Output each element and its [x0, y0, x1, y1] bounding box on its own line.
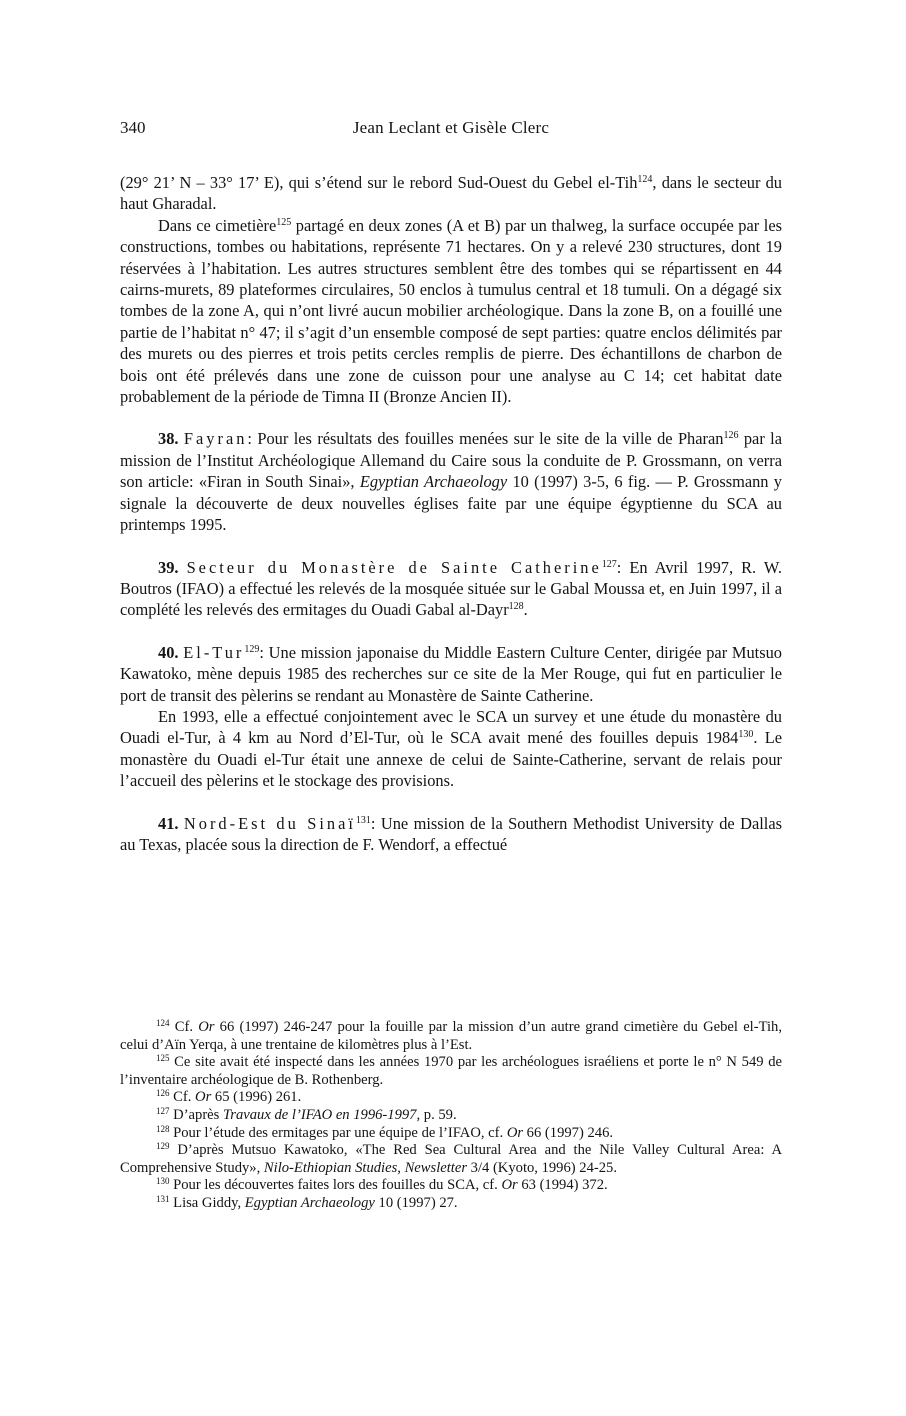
footnote-127: $^{127}$ D’après Travaux de l’IFAO en 1996-1997, p. 59.: [156, 1105, 457, 1123]
footnote-ref: 130: [738, 729, 754, 741]
footnote-129: $^{129}$ D’après Mutsuo Kawatoko, «The Red Sea Cultural Area and the Nile Valley Cultural Area: A Comprehensive Study», Nilo-Ethiopian Studies, Newsletter 3/4 (Kyoto, 1996) 24-25.: [120, 1141, 782, 1176]
footnote-ref: 124: [637, 174, 653, 185]
footnote-130: $^{130}$ Pour les découvertes faites lors des fouilles du SCA, cf. Or 63 (1994) 372.: [156, 1176, 608, 1194]
section-number: 38.: [158, 429, 179, 449]
footnote-128: $^{128}$ Pour l’étude des ermitages par une équipe de l’IFAO, cf. Or 66 (1997) 246.: [156, 1123, 614, 1141]
section-38: 38. Fayran: Pour les résultats des fouilles menées sur le site de la ville de Pharan$^{126}$ par la mission de l’Institut Archéologique Allemand du Caire sous la conduite de P. Grossmann, on verra son article: «Firan in South Sinai», Egyptian Archaeology 10 (1997) 3-5, 6 fig. — P. Grossmann y signale la découverte de deux nouvelles églises faite par une équipe égyptienne du SCA au printemps 1995.: [120, 429, 782, 535]
footnote-131: $^{131}$ Lisa Giddy, Egyptian Archaeology 10 (1997) 27.: [156, 1193, 458, 1211]
footnotes: [120, 1019, 782, 1213]
main-text: [120, 172, 782, 855]
section-40: 40. El-Tur$^{129}$: Une mission japonaise du Middle Eastern Culture Center, dirigée par Mutsuo Kawatoko, mène depuis 1985 des recherches sur ce site de la Mer Rouge, qui fut en particulier le port de transit des pèlerins se rendant au Monastère de Sainte Catherine.: [120, 642, 782, 705]
footnote-ref: 131: [355, 814, 371, 826]
footnote-ref: 128: [508, 601, 524, 613]
footnote-ref: 127: [601, 558, 617, 570]
section-number: 39.: [158, 557, 179, 577]
footnote-124: $^{124}$ Cf. Or 66 (1997) 246-247 pour la fouille par la mission d’un autre grand cimetière du Gebel el-Tih, celui d’Aïn Yerqa, à une trentaine de kilomètres plus à l’Est.: [120, 1018, 782, 1053]
section-number: 41.: [158, 813, 179, 833]
section-41: 41. Nord-Est du Sinaï$^{131}$: Une mission de la Southern Methodist University de Dallas au Texas, placée sous la direction de F. Wendorf, a effectué: [120, 813, 782, 854]
section-title: Nord-Est du Sinaï: [183, 813, 356, 833]
paragraph-el-tur: En 1993, elle a effectué conjointement avec le SCA un survey et une étude du monastère du Ouadi el-Tur, à 4 km au Nord d’El-Tur, où le SCA avait mené des fouilles depuis 1984$^{130}$. Le monastère du Ouadi el-Tur était une annexe de celui de Sainte-Catherine, servant de relais pour l’accueil des pèlerins et le stockage des provisions.: [120, 706, 782, 791]
paragraph-cemetery: Dans ce cimetière$^{125}$ partagé en deux zones (A et B) par un thalweg, la surface occupée par les constructions, tombes ou habitations, représente 71 hectares. On y a relevé 230 structures, dont 19 réservées à l’habitation. Les autres structures semblent être des tombes qui se répartissent en 44 cairns-murets, 89 plateformes circulaires, 50 enclos à tumulus central et 18 tumuli. On a dégagé six tombes de la zone A, qui n’ont livré aucun mobilier archéologique. Dans la zone B, on a fouillé une partie de l’habitat n° 47; il s’agit d’un ensemble composé de sept parties: quatre enclos délimités par des murets ou des pierres et trois petits cercles remplis de pierre. Des échantillons de charbon de bois ont été prélevés dans une zone de cuisson pour une analyse au C 14; cet habitat date probablement de la période de Timna II (Bronze Ancien II).: [120, 215, 782, 407]
running-head: Jean Leclant et Gisèle Clerc: [352, 118, 550, 137]
footnote-ref: 129: [244, 643, 260, 655]
journal-title: Egyptian Archaeology: [359, 472, 508, 492]
section-number: 40.: [158, 642, 179, 662]
footnote-ref: 125: [276, 216, 292, 228]
paragraph-continued: (29° 21’ N – 33° 17’ E), qui s’étend sur le rebord Sud-Ouest du Gebel el-Tih$^{124}$, dans le secteur du haut Gharadal.: [120, 173, 782, 214]
section-title: Secteur du Monastère de Sainte Catherine: [186, 557, 602, 577]
section-title: El-Tur: [183, 642, 245, 662]
section-title: Fayran: [183, 429, 248, 449]
footnote-126: $^{126}$ Cf. Or 65 (1996) 261.: [156, 1088, 302, 1106]
section-39: 39. Secteur du Monastère de Sainte Catherine$^{127}$: En Avril 1997, R. W. Boutros (IFAO) a effectué les relevés de la mosquée située sur le Gabal Moussa et, en Juin 1997, il a complété les relevés des ermitages du Ouadi Gabal al-Dayr$^{128}$.: [120, 557, 782, 620]
footnote-125: $^{125}$ Ce site avait été inspecté dans les années 1970 par les archéologues israéliens et porte le n° N 549 de l’inventaire archéologique de B. Rothenberg.: [120, 1053, 782, 1088]
footnote-ref: 126: [723, 430, 739, 442]
page-header: [120, 118, 782, 140]
page-number: 340: [120, 118, 146, 137]
